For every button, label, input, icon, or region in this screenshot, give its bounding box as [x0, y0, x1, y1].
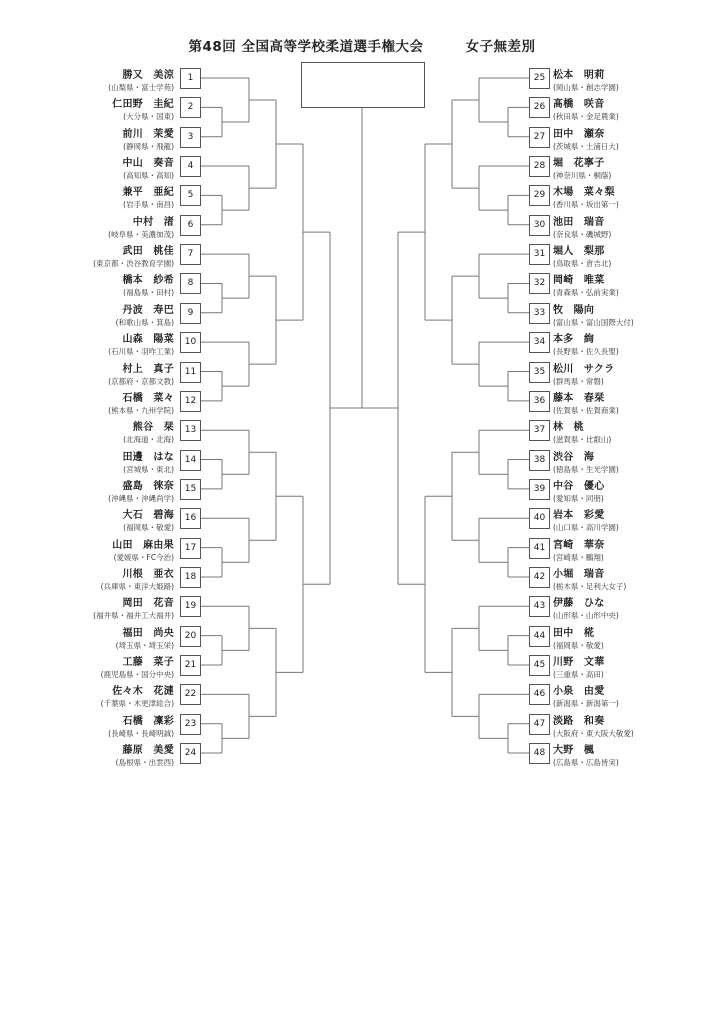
competitor-school: (滋賀県・比叡山)	[553, 435, 612, 445]
entry-21	[0, 653, 174, 683]
seed-number-box: 22	[180, 684, 201, 705]
entry-10	[0, 330, 174, 360]
entry-40	[553, 506, 721, 536]
entry-41	[553, 536, 721, 566]
entry-9	[0, 301, 174, 331]
competitor-name: 山田 麻由果	[112, 539, 174, 551]
competitor-school: (新潟県・新潟第一)	[553, 699, 619, 709]
seed-number-box: 41	[529, 538, 550, 559]
competitor-name: 岡崎 唯菜	[553, 275, 605, 287]
entry-15	[0, 477, 174, 507]
entry-23	[0, 712, 174, 742]
page-title: 第48回 全国高等学校柔道選手権大会 女子無差別	[188, 39, 536, 55]
competitor-name: 福田 尚央	[122, 627, 174, 639]
seed-number-box: 36	[529, 391, 550, 412]
competitor-name: 田中 瀬奈	[553, 128, 605, 140]
competitor-school: (岡山県・創志学園)	[553, 83, 619, 92]
competitor-name: 兼平 亜紀	[122, 187, 174, 199]
seed-number-box: 7	[180, 244, 201, 265]
seed-number-box: 39	[529, 479, 550, 500]
competitor-name: 山森 陽菜	[122, 334, 174, 346]
entry-48	[553, 741, 721, 771]
competitor-school: (栃木県・足利大女子)	[553, 581, 627, 591]
seed-number-box: 24	[180, 743, 201, 764]
entry-2	[0, 95, 174, 125]
competitor-name: 勝又 美涼	[122, 70, 174, 81]
seed-number-box: 23	[180, 714, 201, 735]
competitor-name: 淡路 和奏	[553, 715, 605, 727]
entry-37	[553, 418, 721, 448]
entry-6	[0, 213, 174, 243]
competitor-name: 岩本 彩愛	[553, 510, 605, 522]
competitor-name: 丹波 寿巴	[122, 304, 174, 316]
seed-number-box: 26	[529, 97, 550, 118]
seed-number-box: 48	[529, 743, 550, 764]
entry-28	[553, 154, 721, 184]
competitor-school: (奈良県・磯城野)	[553, 229, 612, 239]
competitor-school: (島根県・出雲西)	[115, 758, 174, 768]
entry-7	[0, 242, 174, 272]
competitor-school: (和歌山県・箕島)	[115, 317, 174, 327]
seed-number-box: 8	[180, 273, 201, 294]
entry-42	[553, 565, 721, 595]
competitor-school: (神奈川県・桐蔭)	[553, 171, 612, 181]
seed-number-box: 13	[180, 420, 201, 441]
competitor-school: (東京都・渋谷教育学園)	[93, 259, 174, 269]
competitor-name: 堀人 梨那	[553, 246, 605, 258]
seed-number-box: 4	[180, 156, 201, 177]
competitor-school: (三重県・高田)	[553, 670, 604, 679]
entry-24	[0, 741, 174, 771]
competitor-school: (佐賀県・佐賀商業)	[553, 405, 619, 415]
entry-31	[553, 242, 721, 272]
competitor-school: (熊本県・九州学院)	[108, 405, 174, 415]
entry-19	[0, 594, 174, 624]
competitor-name: 宮崎 華奈	[553, 539, 605, 551]
entry-1	[0, 66, 174, 96]
entry-12	[0, 389, 174, 419]
competitor-school: (兵庫県・東洋大姫路)	[100, 581, 174, 591]
entry-30	[553, 213, 721, 243]
competitor-name: 田中 椛	[553, 627, 595, 639]
entry-39	[553, 477, 721, 507]
seed-number-box: 47	[529, 714, 550, 735]
competitor-school: (広島県・広島皆実)	[553, 758, 619, 768]
competitor-school: (京都府・京都文教)	[108, 376, 174, 386]
competitor-school: (埼玉県・埼玉栄)	[115, 640, 174, 650]
seed-number-box: 5	[180, 185, 201, 206]
competitor-name: 石橋 菜々	[122, 392, 174, 404]
seed-number-box: 45	[529, 655, 550, 676]
competitor-name: 中谷 優心	[553, 480, 605, 492]
seed-number-box: 20	[180, 626, 201, 647]
seed-number-box: 15	[180, 479, 201, 500]
competitor-school: (宮城県・東北)	[123, 464, 174, 474]
entry-36	[553, 389, 721, 419]
competitor-name: 松川 サクラ	[553, 363, 615, 375]
competitor-name: 牧 陽向	[553, 304, 595, 316]
competitor-school: (福岡県・敬愛)	[123, 523, 174, 533]
seed-number-box: 19	[180, 596, 201, 617]
competitor-school: (大阪府・東大阪大敬愛)	[553, 728, 634, 738]
seed-number-box: 38	[529, 450, 550, 471]
competitor-name: 川根 亜衣	[122, 568, 174, 580]
competitor-school: (北海道・北海)	[123, 435, 174, 445]
seed-number-box: 9	[180, 303, 201, 324]
competitor-school: (長崎県・長崎明誠)	[108, 728, 174, 738]
seed-number-box: 27	[529, 127, 550, 148]
competitor-school: (千葉県・木更津総合)	[100, 699, 174, 709]
seed-number-box: 35	[529, 362, 550, 383]
competitor-school: (石川県・羽咋工業)	[108, 347, 174, 357]
competitor-name: 村上 真子	[122, 363, 174, 375]
competitor-school: (鹿児島県・国分中央)	[100, 670, 174, 679]
competitor-school: (青森県・弘前実業)	[553, 288, 619, 298]
competitor-school: (福島県・田村)	[123, 288, 174, 298]
competitor-school: (群馬県・常磐)	[553, 376, 604, 386]
entry-47	[553, 712, 721, 742]
entry-27	[553, 125, 721, 155]
entry-26	[553, 95, 721, 125]
seed-number-box: 18	[180, 567, 201, 588]
seed-number-box: 28	[529, 156, 550, 177]
entry-22	[0, 682, 174, 712]
competitor-name: 熊谷 栞	[132, 422, 174, 434]
competitor-school: (長野県・佐久長聖)	[553, 347, 619, 357]
competitor-name: 岡田 花音	[122, 598, 174, 610]
competitor-name: 川野 文華	[553, 657, 605, 668]
competitor-school: (高知県・高知)	[123, 171, 174, 181]
entry-13	[0, 418, 174, 448]
competitor-name: 石橋 凜彩	[122, 715, 174, 727]
competitor-name: 髙橋 咲音	[553, 99, 605, 111]
competitor-school: (静岡県・飛龍)	[123, 141, 174, 151]
competitor-school: (香川県・坂出第一)	[553, 200, 619, 210]
competitor-name: 武田 桃佳	[122, 246, 174, 258]
competitor-name: 松本 明莉	[553, 70, 605, 81]
seed-number-box: 40	[529, 508, 550, 529]
competitor-name: 盛島 徠奈	[122, 480, 174, 492]
competitor-name: 林 桃	[553, 422, 584, 434]
seed-number-box: 25	[529, 68, 550, 89]
competitor-name: 渋谷 海	[553, 451, 595, 463]
competitor-school: (宮崎県・鵬翔)	[553, 552, 604, 562]
competitor-school: (鳥取県・倉吉北)	[553, 259, 612, 269]
competitor-school: (秋田県・金足農業)	[553, 112, 619, 122]
seed-number-box: 17	[180, 538, 201, 559]
entry-17	[0, 536, 174, 566]
entry-43	[553, 594, 721, 624]
champion-box	[301, 62, 425, 108]
seed-number-box: 2	[180, 97, 201, 118]
seed-number-box: 44	[529, 626, 550, 647]
entry-20	[0, 624, 174, 654]
seed-number-box: 10	[180, 332, 201, 353]
competitor-name: 藤原 美愛	[122, 745, 174, 757]
entry-46	[553, 682, 721, 712]
competitor-name: 伊藤 ひな	[553, 598, 605, 610]
entry-35	[553, 360, 721, 390]
entry-5	[0, 183, 174, 213]
competitor-name: 大石 碧海	[122, 510, 174, 522]
entry-11	[0, 360, 174, 390]
competitor-school: (岐阜県・美濃加茂)	[108, 229, 174, 239]
seed-number-box: 30	[529, 215, 550, 236]
competitor-school: (愛知県・同朋)	[553, 493, 604, 503]
seed-number-box: 37	[529, 420, 550, 441]
seed-number-box: 34	[529, 332, 550, 353]
competitor-name: 池田 瑞音	[553, 216, 605, 228]
competitor-name: 堀 花寧子	[553, 158, 605, 170]
competitor-name: 工藤 菜子	[122, 657, 174, 668]
entry-38	[553, 448, 721, 478]
competitor-school: (愛媛県・FC今治)	[113, 552, 174, 562]
competitor-school: (大分県・国東)	[123, 112, 174, 122]
competitor-name: 橋本 紗希	[122, 275, 174, 287]
competitor-school: (岩手県・南昌)	[123, 200, 174, 210]
competitor-name: 中山 奏音	[122, 158, 174, 170]
competitor-name: 前川 茉愛	[122, 128, 174, 140]
competitor-name: 藤本 春栞	[553, 392, 605, 404]
competitor-school: (山梨県・富士学苑)	[108, 83, 174, 92]
seed-number-box: 1	[180, 68, 201, 89]
seed-number-box: 16	[180, 508, 201, 529]
entry-8	[0, 271, 174, 301]
seed-number-box: 29	[529, 185, 550, 206]
entry-32	[553, 271, 721, 301]
seed-number-box: 46	[529, 684, 550, 705]
competitor-name: 仁田野 圭紀	[112, 99, 174, 111]
competitor-name: 大野 楓	[553, 745, 595, 757]
seed-number-box: 11	[180, 362, 201, 383]
seed-number-box: 12	[180, 391, 201, 412]
competitor-school: (徳島県・生光学園)	[553, 464, 619, 474]
entry-3	[0, 125, 174, 155]
seed-number-box: 3	[180, 127, 201, 148]
competitor-name: 小堀 瑞音	[553, 568, 605, 580]
competitor-school: (山形県・山形中央)	[553, 611, 619, 621]
entry-25	[553, 66, 721, 96]
seed-number-box: 32	[529, 273, 550, 294]
competitor-school: (山口県・高川学園)	[553, 523, 619, 533]
entry-4	[0, 154, 174, 184]
entry-34	[553, 330, 721, 360]
competitor-school: (沖縄県・沖縄尚学)	[108, 493, 174, 503]
entry-33	[553, 301, 721, 331]
seed-number-box: 14	[180, 450, 201, 471]
competitor-name: 中村 渚	[132, 216, 174, 228]
competitor-name: 田邊 はな	[122, 451, 174, 463]
entry-44	[553, 624, 721, 654]
entry-16	[0, 506, 174, 536]
seed-number-box: 21	[180, 655, 201, 676]
seed-number-box: 43	[529, 596, 550, 617]
entry-45	[553, 653, 721, 683]
seed-number-box: 6	[180, 215, 201, 236]
competitor-name: 佐々木 花漣	[112, 686, 174, 698]
seed-number-box: 33	[529, 303, 550, 324]
competitor-school: (富山県・富山国際大付)	[553, 317, 634, 327]
entry-29	[553, 183, 721, 213]
competitor-name: 本多 絢	[553, 334, 595, 346]
competitor-school: (福岡県・敬愛)	[553, 640, 604, 650]
seed-number-box: 42	[529, 567, 550, 588]
competitor-school: (福井県・福井工大福井)	[93, 611, 174, 621]
entry-18	[0, 565, 174, 595]
competitor-name: 小泉 由愛	[553, 686, 605, 698]
competitor-name: 木場 菜々梨	[553, 187, 615, 199]
seed-number-box: 31	[529, 244, 550, 265]
entry-14	[0, 448, 174, 478]
competitor-school: (茨城県・土浦日大)	[553, 141, 619, 151]
